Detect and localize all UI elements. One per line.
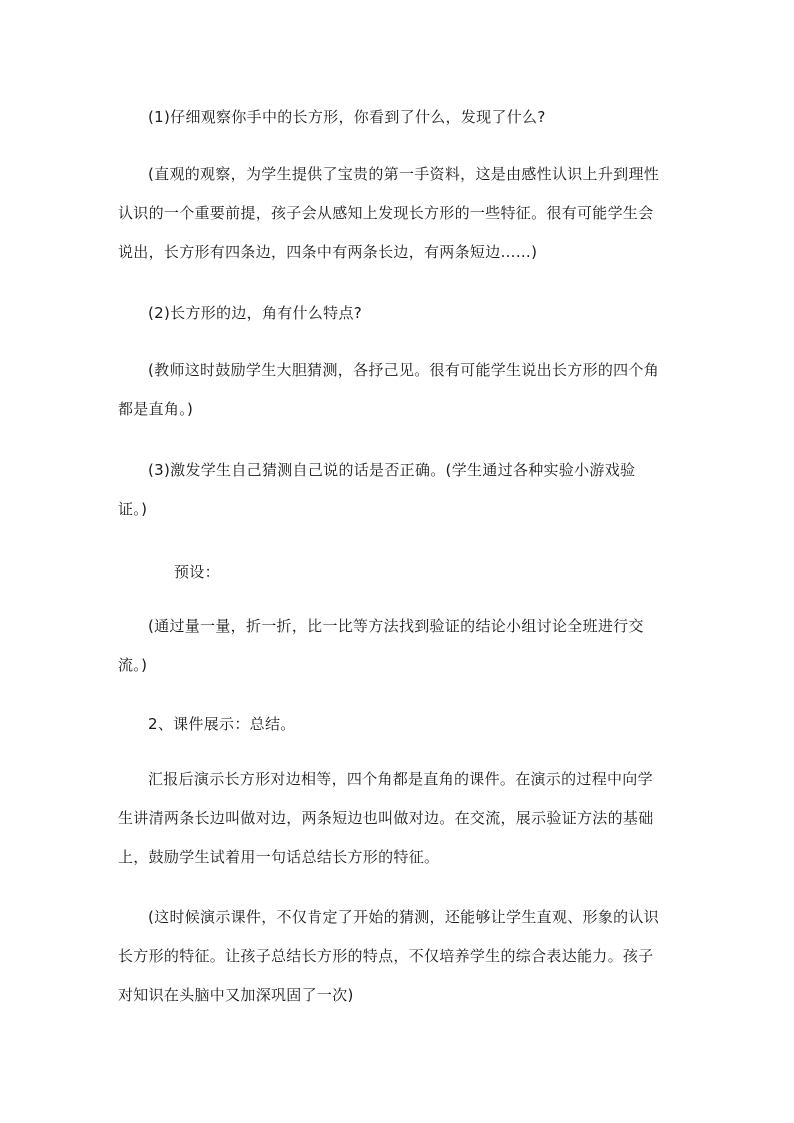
text-line: 说出，长方形有四条边，四条中有两条长边，有两条短边……) — [118, 243, 538, 261]
paragraph-preset-heading — [118, 553, 684, 592]
text-line: (3)激发学生自己猜测自己说的话是否正确。(学生通过各种实验小游戏验 — [148, 461, 636, 479]
text-line: (直观的观察，为学生提供了宝贵的第一手资料，这是由感性认识上升到理性 — [148, 165, 660, 183]
text-line: 流。) — [118, 656, 148, 674]
text-line: 认识的一个重要前提，孩子会从感知上发现长方形的一些特征。很有可能学生会 — [118, 204, 654, 222]
paragraph-body — [118, 760, 684, 877]
text-line: 证。) — [118, 500, 148, 518]
text-line: 汇报后演示长方形对边相等，四个角都是直角的课件。在演示的过程中向学 — [148, 770, 653, 788]
text-line: 长方形的特征。让孩子总结长方形的特点，不仅培养学生的综合表达能力。孩子 — [118, 947, 654, 965]
text-line: 2、课件展示：总结。 — [148, 715, 296, 733]
text-line: (这时候演示课件，不仅肯定了开始的猜测，还能够让学生直观、形象的认识 — [148, 908, 660, 926]
paragraph-note-2 — [118, 351, 684, 429]
text-line: 生讲清两条长边叫做对边，两条短边也叫做对边。在交流，展示验证方法的基础 — [118, 809, 654, 827]
text-line: (2)长方形的边，角有什么特点? — [148, 304, 363, 322]
paragraph-note-1 — [118, 155, 684, 272]
paragraph-question-2 — [118, 294, 684, 333]
paragraph-section-heading — [118, 705, 684, 744]
text-line: 预设： — [174, 563, 220, 581]
paragraph-note-3 — [118, 607, 684, 685]
paragraph-question-3 — [118, 451, 684, 529]
text-line: 都是直角。) — [118, 400, 194, 418]
paragraph-note-4 — [118, 898, 684, 1015]
text-line: (通过量一量，折一折，比一比等方法找到验证的结论小组讨论全班进行交 — [148, 617, 644, 635]
paragraph-question-1 — [118, 98, 684, 137]
text-line: 对知识在头脑中又加深巩固了一次) — [118, 986, 354, 1004]
text-line: (1)仔细观察你手中的长方形，你看到了什么，发现了什么? — [148, 108, 546, 126]
text-line: 上，鼓励学生试着用一句话总结长方形的特征。 — [118, 848, 440, 866]
text-line: (教师这时鼓励学生大胆猜测，各抒己见。很有可能学生说出长方形的四个角 — [148, 361, 660, 379]
